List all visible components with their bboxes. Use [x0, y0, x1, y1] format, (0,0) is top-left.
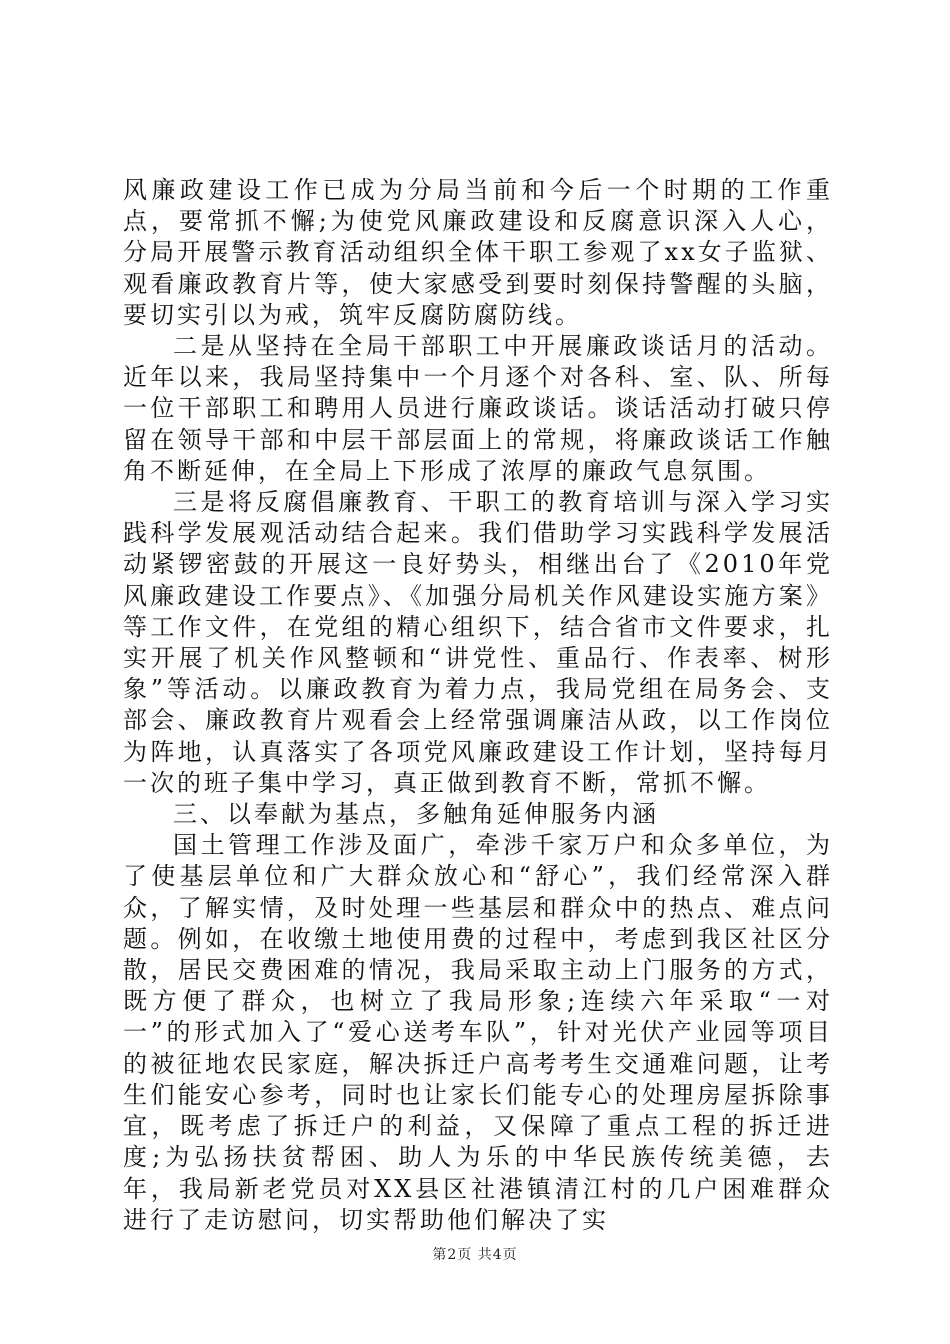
- paragraph-2: 二是从坚持在全局干部职工中开展廉政谈话月的活动。近年以来，我局坚持集中一个月逐个对各科、室、队、所每一位干部职工和聘用人员进行廉政谈话。谈话活动打破只停留在领导干部和中层干部层面上的常规，将廉政谈话工作触角不断延伸，在全局上下形成了浓厚的廉政气息氛围。: [123, 332, 833, 485]
- page-number-footer: 第2页 共4页: [432, 1247, 518, 1263]
- paragraph-3: 三是将反腐倡廉教育、干职工的教育培训与深入学习实践科学发展观活动结合起来。我们借助学习实践科学发展活动紧锣密鼓的开展这一良好势头，相继出台了《2010年党风廉政建设工作要点》、《加强分局机关作风建设实施方案》等工作文件，在党组的精心组织下，结合省市文件要求，扎实开展了机关作风整顿和“讲党性、重品行、作表率、树形象”等活动。以廉政教育为着力点，我局党组在局务会、支部会、廉政教育片观看会上经常强调廉洁从政，以工作岗位为阵地，认真落实了各项党风廉政建设工作计划，坚持每月一次的班子集中学习，真正做到教育不断，常抓不懈。: [123, 488, 833, 797]
- document-body: [123, 175, 833, 1236]
- paragraph-1: 风廉政建设工作已成为分局当前和今后一个时期的工作重点，要常抓不懈;为使党风廉政建设和反腐意识深入人心，分局开展警示教育活动组织全体干职工参观了xx女子监狱、观看廉政教育片等，使大家感受到要时刻保持警醒的头脑，要切实引以为戒，筑牢反腐防腐防线。: [123, 176, 833, 329]
- paragraph-4: 国土管理工作涉及面广，牵涉千家万户和众多单位，为了使基层单位和广大群众放心和“舒心”，我们经常深入群众，了解实情，及时处理一些基层和群众中的热点、难点问题。例如，在收缴土地使用费的过程中，考虑到我区社区分散，居民交费困难的情况，我局采取主动上门服务的方式，既方便了群众，也树立了我局形象;连续六年采取“一对一”的形式加入了“爱心送考车队”，针对光伏产业园等项目的被征地农民家庭，解决拆迁户高考考生交通难问题，让考生们能安心参考，同时也让家长们能专心的处理房屋拆除事宜，既考虑了拆迁户的利益，又保障了重点工程的拆迁进度;为弘扬扶贫帮困、助人为乐的中华民族传统美德，去年，我局新老党员对XX县区社港镇清江村的几户困难群众进行了走访慰问，切实帮助他们解决了实: [123, 831, 833, 1234]
- section-heading: 三、以奉献为基点，多触角延伸服务内涵: [173, 800, 659, 829]
